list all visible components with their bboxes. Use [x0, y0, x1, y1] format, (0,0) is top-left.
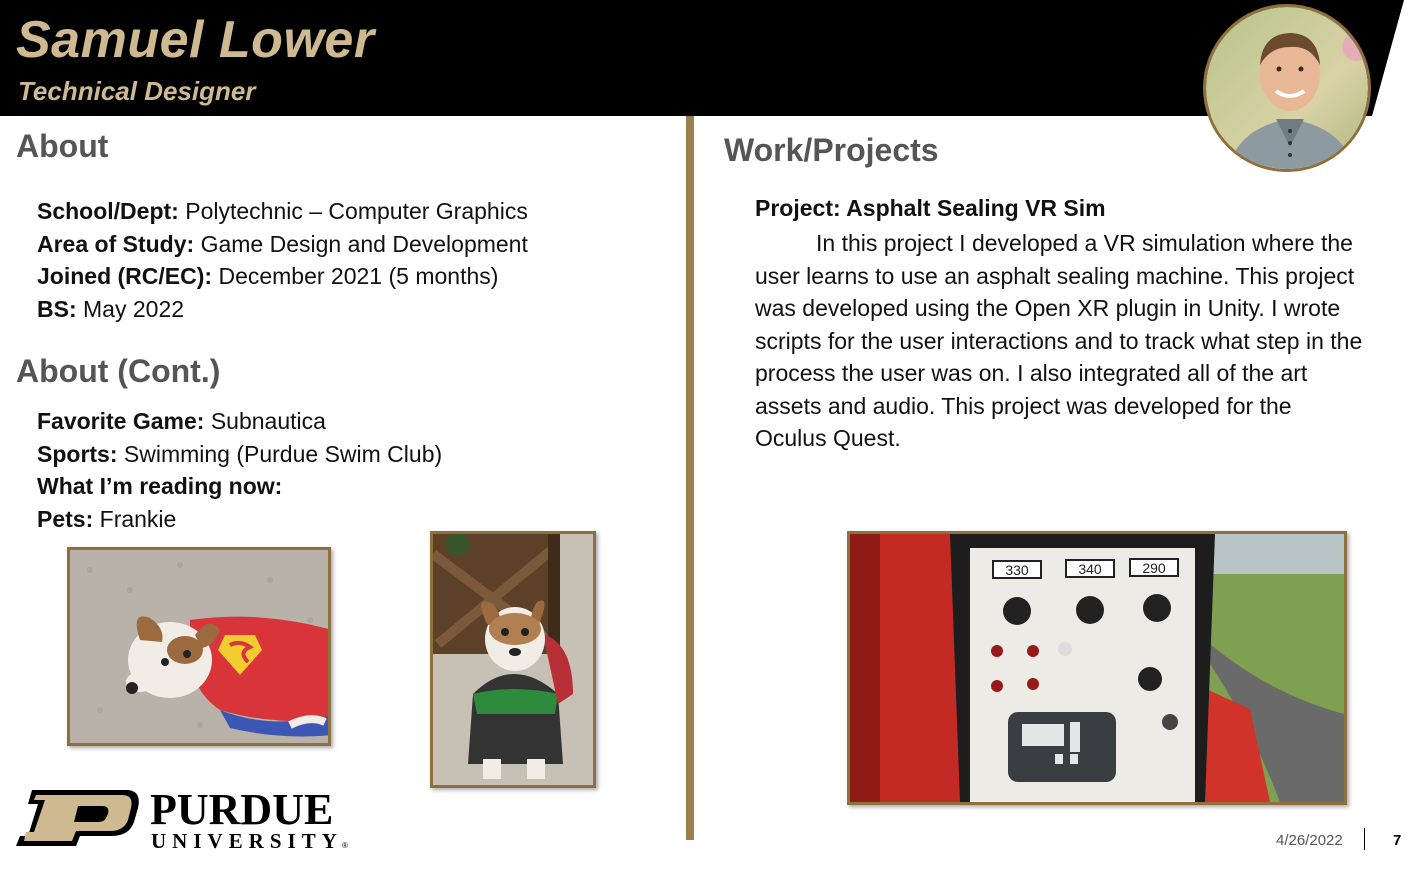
svg-text:340: 340	[1078, 561, 1102, 577]
control-panel-icon	[850, 534, 1344, 802]
dog-photo-sitting	[430, 531, 596, 788]
about-item-school: School/Dept: Polytechnic – Computer Graphics	[37, 198, 528, 224]
about-item-area: Area of Study: Game Design and Development	[37, 230, 528, 257]
about-cont-item-game: Favorite Game: Subnautica	[37, 408, 326, 434]
project-title: Project: Asphalt Sealing VR Sim	[755, 195, 1106, 221]
person-portrait-icon	[1206, 7, 1371, 172]
svg-text:330: 330	[1005, 562, 1029, 578]
about-item-bs: BS: May 2022	[37, 295, 185, 322]
svg-text:PURDUE: PURDUE	[150, 786, 334, 834]
svg-text:®: ®	[342, 841, 348, 850]
vr-sim-screenshot	[847, 531, 1347, 805]
about-list	[37, 195, 528, 325]
work-heading: Work/Projects	[724, 132, 939, 168]
about-heading: About	[16, 128, 109, 164]
about-cont-item-sports: Sports: Swimming (Purdue Swim Club)	[37, 440, 443, 467]
header-bar	[0, 0, 1414, 116]
presenter-name: Samuel Lower	[16, 11, 375, 69]
footer-date: 4/26/2022	[1276, 832, 1343, 849]
purdue-logo	[14, 786, 354, 852]
about-item-joined: Joined (RC/EC): December 2021 (5 months)	[37, 263, 499, 289]
dog-photo-superman	[67, 547, 331, 746]
dog-in-costume-icon	[70, 550, 328, 743]
svg-text:UNIVERSITY: UNIVERSITY	[151, 829, 343, 852]
about-cont-item-pets: Pets: Frankie	[37, 505, 177, 532]
project-description: In this project I developed a VR simulation where the user learns to use an asphalt sealing machine. This project was developed using the Open XR plugin in Unity. I wrote scripts for the user interactions and to track what step in the process the user was on. I also integrated all of the art assets and audio. This project was developed for the Oculus Quest.	[755, 230, 1363, 451]
page-number: 7	[1393, 832, 1402, 849]
sitting-dog-icon	[433, 534, 593, 785]
about-cont-heading: About (Cont.)	[16, 353, 221, 389]
svg-text:290: 290	[1142, 560, 1166, 576]
purdue-p-icon	[14, 786, 354, 852]
about-cont-list	[37, 405, 442, 535]
gauge-displays	[993, 559, 1178, 578]
about-cont-item-reading: What I’m reading now:	[37, 473, 283, 499]
column-divider	[686, 116, 694, 840]
footer-separator	[1364, 828, 1365, 850]
presenter-role: Technical Designer	[18, 76, 256, 106]
profile-photo	[1203, 4, 1371, 172]
